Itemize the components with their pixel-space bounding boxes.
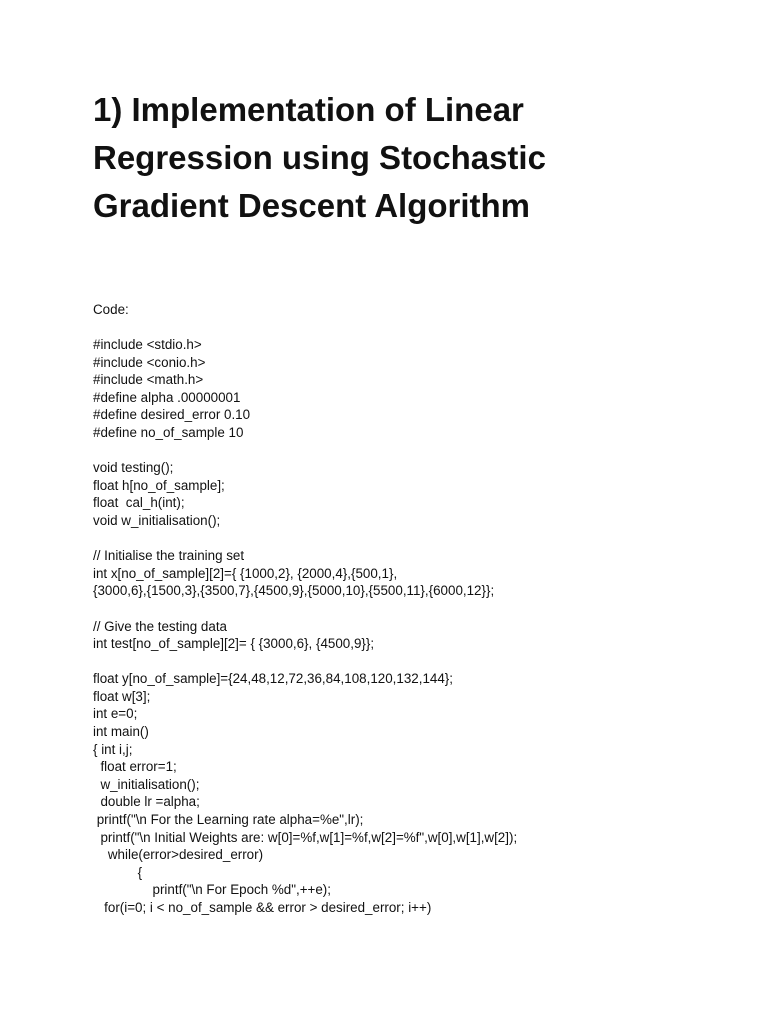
code-line: for(i=0; i < no_of_sample && error > desired_error; i++) (93, 900, 432, 915)
code-line: printf("\n For the Learning rate alpha=%e",lr); (93, 812, 364, 828)
code-line: float h[no_of_sample]; (93, 477, 225, 493)
code-line: float error=1; (93, 759, 177, 775)
code-line: #define desired_error 0.10 (93, 407, 251, 423)
code-line: int main() (93, 724, 149, 740)
title-line: Regression using Stochastic (93, 139, 546, 176)
code-line (93, 600, 753, 618)
code-line: { (93, 864, 143, 880)
code-line: float cal_h(int); (93, 495, 185, 511)
code-line: #include <math.h> (93, 372, 204, 388)
code-label: Code: (93, 302, 129, 317)
code-line (93, 530, 753, 548)
code-line: void w_initialisation(); (93, 512, 221, 528)
code-line: #define alpha .00000001 (93, 389, 241, 405)
code-line: #include <stdio.h> (93, 337, 202, 352)
code-line: printf("\n For Epoch %d",++e); (93, 882, 331, 898)
code-line: { int i,j; (93, 741, 133, 757)
title-line: Gradient Descent Algorithm (93, 187, 531, 224)
code-line: #include <conio.h> (93, 354, 206, 370)
code-line: int x[no_of_sample][2]={ {1000,2}, {2000,4},{500,1}, (93, 565, 398, 581)
code-line: double lr =alpha; (93, 794, 200, 810)
code-line: int e=0; (93, 706, 138, 722)
code-line: {3000,6},{1500,3},{3500,7},{4500,9},{5000,10},{5500,11},{6000,12}}; (93, 583, 495, 599)
code-line: void testing(); (93, 460, 174, 476)
code-line (93, 442, 753, 460)
document-title (93, 86, 733, 230)
code-line: // Give the testing data (93, 618, 227, 634)
code-line: while(error>desired_error) (93, 847, 264, 863)
code-line: #define no_of_sample 10 (93, 424, 244, 440)
code-line (93, 653, 753, 671)
code-line: int test[no_of_sample][2]= { {3000,6}, {4500,9}}; (93, 636, 375, 652)
title-line: 1) Implementation of Linear (93, 91, 524, 128)
code-line: float w[3]; (93, 688, 151, 704)
code-line: printf("\n Initial Weights are: w[0]=%f,w[1]=%f,w[2]=%f",w[0],w[1],w[2]); (93, 829, 518, 845)
code-block (93, 336, 753, 917)
code-line: // Initialise the training set (93, 548, 245, 564)
code-line: w_initialisation(); (93, 776, 200, 792)
code-line: float y[no_of_sample]={24,48,12,72,36,84,108,120,132,144}; (93, 671, 453, 687)
